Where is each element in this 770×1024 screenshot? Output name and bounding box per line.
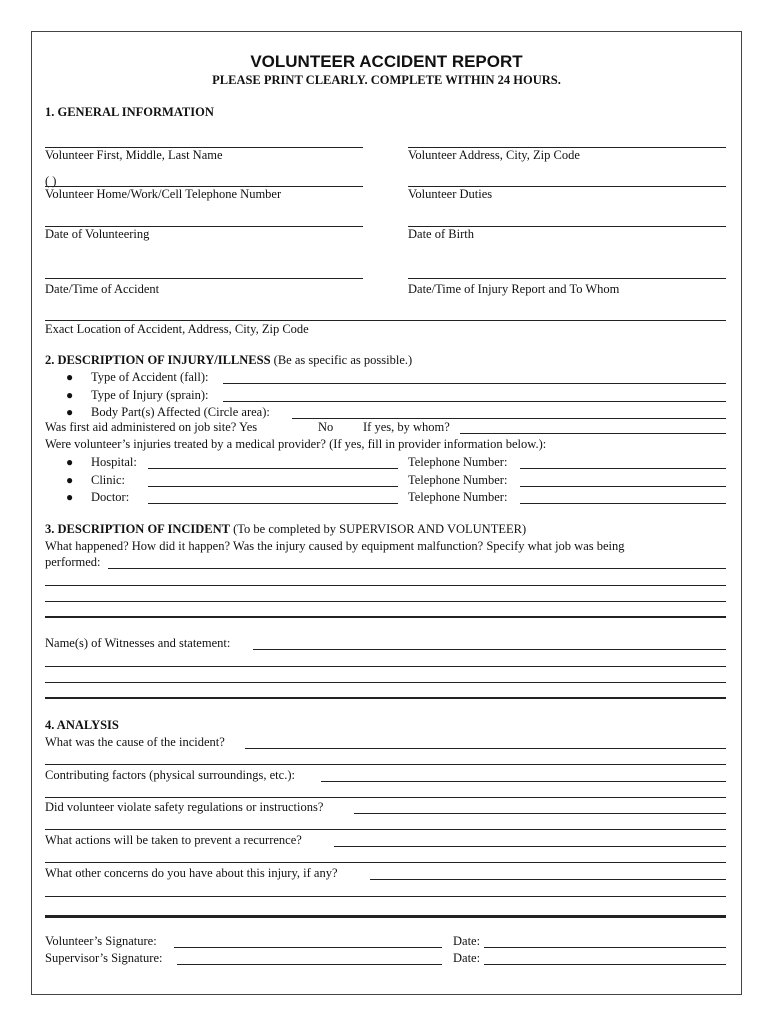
section3-heading-text: 3. DESCRIPTION OF INCIDENT <box>45 522 230 536</box>
accident-datetime-line[interactable] <box>45 278 363 279</box>
cause-line[interactable] <box>245 748 726 749</box>
hospital-label: Hospital: <box>91 455 137 469</box>
incident-line[interactable] <box>45 585 726 586</box>
section2-heading <box>45 353 412 367</box>
witness-line[interactable] <box>45 682 726 683</box>
location-line[interactable] <box>45 320 726 321</box>
treated-label: Were volunteer’s injuries treated by a medical provider? (If yes, fill in provider information below.): <box>45 437 547 451</box>
witness-line[interactable] <box>45 666 726 667</box>
section3-heading <box>45 522 526 536</box>
accident-datetime-label: Date/Time of Accident <box>45 282 160 296</box>
phone-label: Volunteer Home/Work/Cell Telephone Number <box>45 187 282 201</box>
phone-area-code: ( ) <box>45 174 57 188</box>
hospital-phone-line[interactable] <box>520 468 726 469</box>
first-aid-no[interactable]: No <box>318 420 334 434</box>
accident-type-label: Type of Accident (fall): <box>91 370 209 384</box>
hospital-line[interactable] <box>148 468 398 469</box>
report-datetime-label: Date/Time of Injury Report and To Whom <box>408 282 620 296</box>
bullet-icon: ● <box>66 405 74 419</box>
section3-heading-note: (To be completed by SUPERVISOR AND VOLUNTEER) <box>229 522 527 536</box>
supervisor-date-line[interactable] <box>484 964 726 965</box>
witness-line[interactable] <box>253 649 726 650</box>
factors-line[interactable] <box>45 797 726 798</box>
body-part-line[interactable] <box>292 418 726 419</box>
violate-line[interactable] <box>354 813 726 814</box>
incident-line[interactable] <box>45 601 726 602</box>
section4-heading: 4. ANALYSIS <box>45 718 119 732</box>
concerns-label: What other concerns do you have about this injury, if any? <box>45 866 338 880</box>
incident-question-line2: performed: <box>45 555 101 569</box>
form-subtitle: PLEASE PRINT CLEARLY. COMPLETE WITHIN 24 HOURS. <box>212 73 561 87</box>
witness-line[interactable] <box>45 697 726 699</box>
concerns-line[interactable] <box>45 896 726 897</box>
section2-heading-note: (Be as specific as possible.) <box>270 353 413 367</box>
prevent-line[interactable] <box>334 846 726 847</box>
cause-label: What was the cause of the incident? <box>45 735 225 749</box>
supervisor-date-label: Date: <box>453 951 481 965</box>
volunteer-date-label: Date: <box>453 934 481 948</box>
bullet-icon: ● <box>66 370 74 384</box>
injury-type-line[interactable] <box>223 401 726 402</box>
clinic-phone-line[interactable] <box>520 486 726 487</box>
section1-heading: 1. GENERAL INFORMATION <box>45 105 214 119</box>
clinic-label: Clinic: <box>91 473 126 487</box>
clinic-phone-label: Telephone Number: <box>408 473 508 487</box>
cause-line[interactable] <box>45 764 726 765</box>
report-form <box>31 31 742 995</box>
first-aid-whom-label: If yes, by whom? <box>363 420 450 434</box>
bullet-icon: ● <box>66 388 74 402</box>
accident-type-line[interactable] <box>223 383 726 384</box>
first-aid-label: Was first aid administered on job site? Yes <box>45 420 258 434</box>
section2-heading-text: 2. DESCRIPTION OF INJURY/ILLNESS <box>45 353 271 367</box>
hospital-phone-label: Telephone Number: <box>408 455 508 469</box>
first-aid-whom-line[interactable] <box>460 433 726 434</box>
doctor-line[interactable] <box>148 503 398 504</box>
dob-label: Date of Birth <box>408 227 474 241</box>
date-volunteering-label: Date of Volunteering <box>45 227 150 241</box>
incident-line[interactable] <box>45 616 726 618</box>
form-title: VOLUNTEER ACCIDENT REPORT <box>250 52 523 71</box>
supervisor-signature-label: Supervisor’s Signature: <box>45 951 163 965</box>
clinic-line[interactable] <box>148 486 398 487</box>
bullet-icon: ● <box>66 490 74 504</box>
doctor-phone-line[interactable] <box>520 503 726 504</box>
concerns-line[interactable] <box>370 879 726 880</box>
address-label: Volunteer Address, City, Zip Code <box>408 148 580 162</box>
incident-question-line1: What happened? How did it happen? Was the injury caused by equipment malfunction? Specify what job was being <box>45 539 625 553</box>
prevent-line[interactable] <box>45 862 726 863</box>
doctor-phone-label: Telephone Number: <box>408 490 508 504</box>
bullet-icon: ● <box>66 455 74 469</box>
name-label: Volunteer First, Middle, Last Name <box>45 148 223 162</box>
supervisor-signature-line[interactable] <box>177 964 442 965</box>
incident-line[interactable] <box>108 568 726 569</box>
body-part-label: Body Part(s) Affected (Circle area): <box>91 405 270 419</box>
factors-label: Contributing factors (physical surroundings, etc.): <box>45 768 295 782</box>
bullet-icon: ● <box>66 473 74 487</box>
volunteer-date-line[interactable] <box>484 947 726 948</box>
prevent-label: What actions will be taken to prevent a recurrence? <box>45 833 302 847</box>
factors-line[interactable] <box>321 781 726 782</box>
volunteer-signature-line[interactable] <box>174 947 442 948</box>
duties-label: Volunteer Duties <box>408 187 493 201</box>
doctor-label: Doctor: <box>91 490 130 504</box>
violate-label: Did volunteer violate safety regulations or instructions? <box>45 800 324 814</box>
signature-divider <box>45 915 726 918</box>
injury-type-label: Type of Injury (sprain): <box>91 388 209 402</box>
location-label: Exact Location of Accident, Address, City, Zip Code <box>45 322 309 336</box>
witness-label: Name(s) of Witnesses and statement: <box>45 636 231 650</box>
volunteer-signature-label: Volunteer’s Signature: <box>45 934 157 948</box>
report-datetime-line[interactable] <box>408 278 726 279</box>
violate-line[interactable] <box>45 829 726 830</box>
